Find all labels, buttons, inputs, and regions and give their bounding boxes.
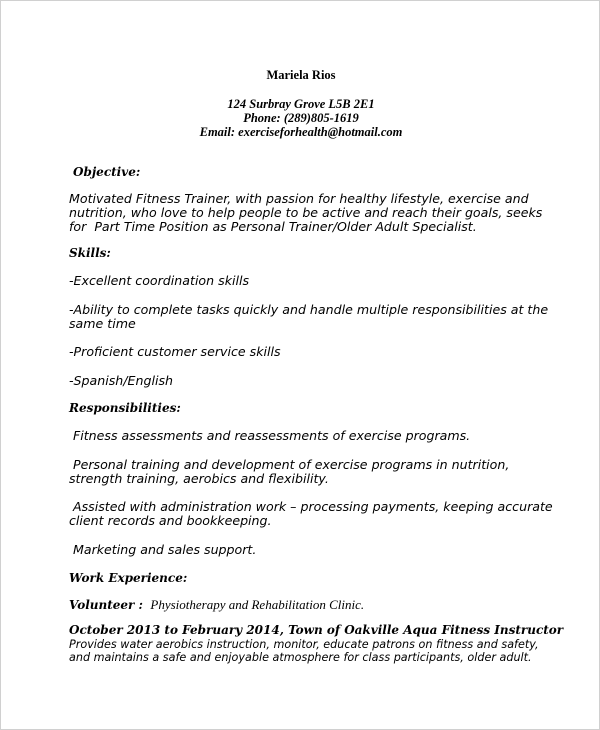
address: 124 Surbray Grove L5B 2E1 (227, 97, 375, 111)
job-description-line: and maintains a safe and enjoyable atmosphere for class participants, older adult. (69, 651, 532, 664)
experience-heading: Work Experience: (69, 571, 188, 585)
volunteer-label: Volunteer : (69, 598, 148, 612)
responsibility-item: Assisted with administration work – processing payments, keeping accurate (69, 499, 553, 514)
skill-item: -Ability to complete tasks quickly and handle multiple responsibilities at the (69, 302, 549, 317)
responsibility-item: Personal training and development of exercise programs in nutrition, (69, 457, 510, 472)
volunteer-place: Physiotherapy and Rehabilitation Clinic. (147, 597, 365, 612)
skill-item: -Spanish/English (69, 373, 173, 388)
skill-item: -Proficient customer service skills (69, 344, 281, 359)
objective-heading: Objective: (73, 165, 141, 179)
skills-heading: Skills: (69, 246, 111, 260)
skill-item: same time (69, 316, 136, 331)
skill-item: -Excellent coordination skills (69, 273, 250, 288)
responsibility-item: Fitness assessments and reassessments of exercise programs. (69, 428, 471, 443)
objective-line: for Part Time Position as Personal Trainer/Older Adult Specialist. (69, 219, 477, 234)
objective-line: Motivated Fitness Trainer, with passion for healthy lifestyle, exercise and (69, 191, 529, 206)
responsibility-item: strength training, aerobics and flexibility. (69, 471, 329, 486)
objective-line: nutrition, who love to help people to be active and reach their goals, seeks (69, 205, 543, 220)
email: Email: exerciseforhealth@hotmail.com (199, 125, 403, 139)
volunteer-line (69, 597, 364, 613)
responsibility-item: client records and bookkeeping. (69, 513, 272, 528)
candidate-name: Mariela Rios (266, 68, 336, 82)
job-title: October 2013 to February 2014, Town of Oakville Aqua Fitness Instructor (69, 623, 564, 637)
phone: Phone: (289)805-1619 (243, 111, 359, 125)
responsibilities-heading: Responsibilities: (69, 401, 181, 415)
responsibility-item: Marketing and sales support. (69, 542, 257, 557)
job-description-line: Provides water aerobics instruction, monitor, educate patrons on fitness and safety, (69, 638, 539, 651)
